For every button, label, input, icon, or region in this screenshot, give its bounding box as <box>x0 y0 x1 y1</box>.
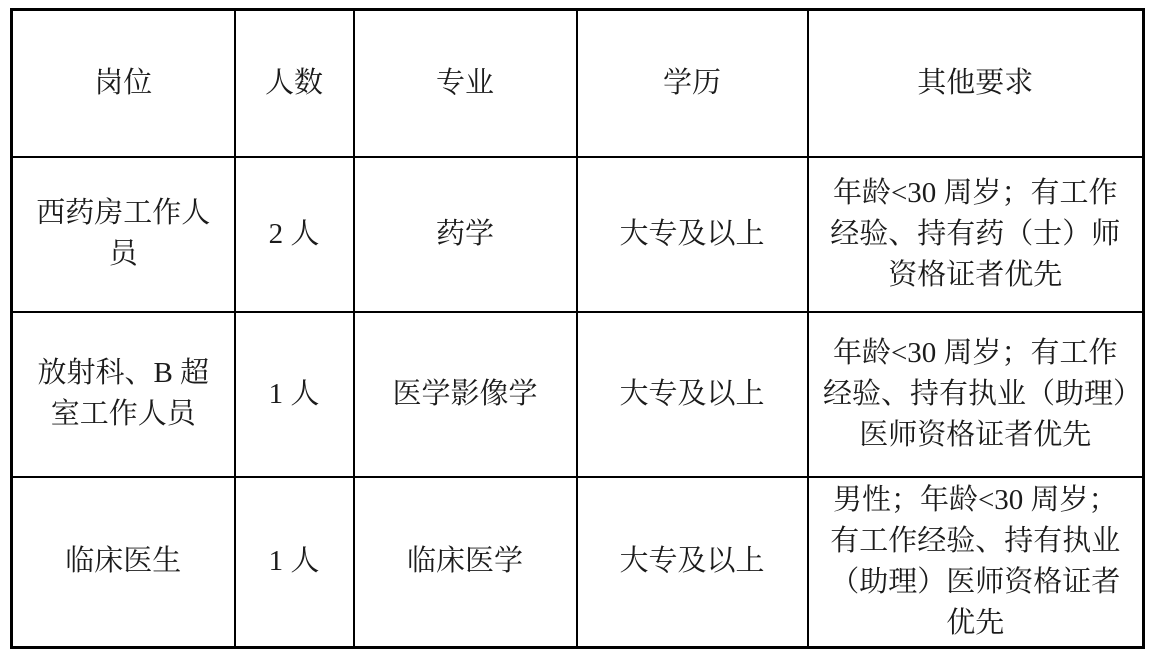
cell-requirements: 年龄<30 周岁；有工作经验、持有执业（助理）医师资格证者优先 <box>808 312 1144 477</box>
cell-education: 大专及以上 <box>577 477 808 648</box>
cell-position: 西药房工作人员 <box>12 157 235 312</box>
cell-education: 大专及以上 <box>577 157 808 312</box>
table-row <box>12 477 1144 648</box>
cell-major: 临床医学 <box>354 477 577 648</box>
cell-requirements: 男性；年龄<30 周岁；有工作经验、持有执业（助理）医师资格证者优先 <box>808 477 1144 648</box>
table-row <box>12 157 1144 312</box>
cell-position: 临床医生 <box>12 477 235 648</box>
recruitment-table <box>10 8 1145 649</box>
header-count: 人数 <box>235 10 354 157</box>
cell-count: 1 人 <box>235 312 354 477</box>
cell-requirements: 年龄<30 周岁；有工作经验、持有药（士）师资格证者优先 <box>808 157 1144 312</box>
header-major: 专业 <box>354 10 577 157</box>
cell-major: 药学 <box>354 157 577 312</box>
cell-count: 2 人 <box>235 157 354 312</box>
table-row <box>12 312 1144 477</box>
header-requirements: 其他要求 <box>808 10 1144 157</box>
cell-position: 放射科、B 超室工作人员 <box>12 312 235 477</box>
cell-major: 医学影像学 <box>354 312 577 477</box>
header-row <box>12 10 1144 157</box>
cell-education: 大专及以上 <box>577 312 808 477</box>
header-education: 学历 <box>577 10 808 157</box>
header-position: 岗位 <box>12 10 235 157</box>
cell-count: 1 人 <box>235 477 354 648</box>
